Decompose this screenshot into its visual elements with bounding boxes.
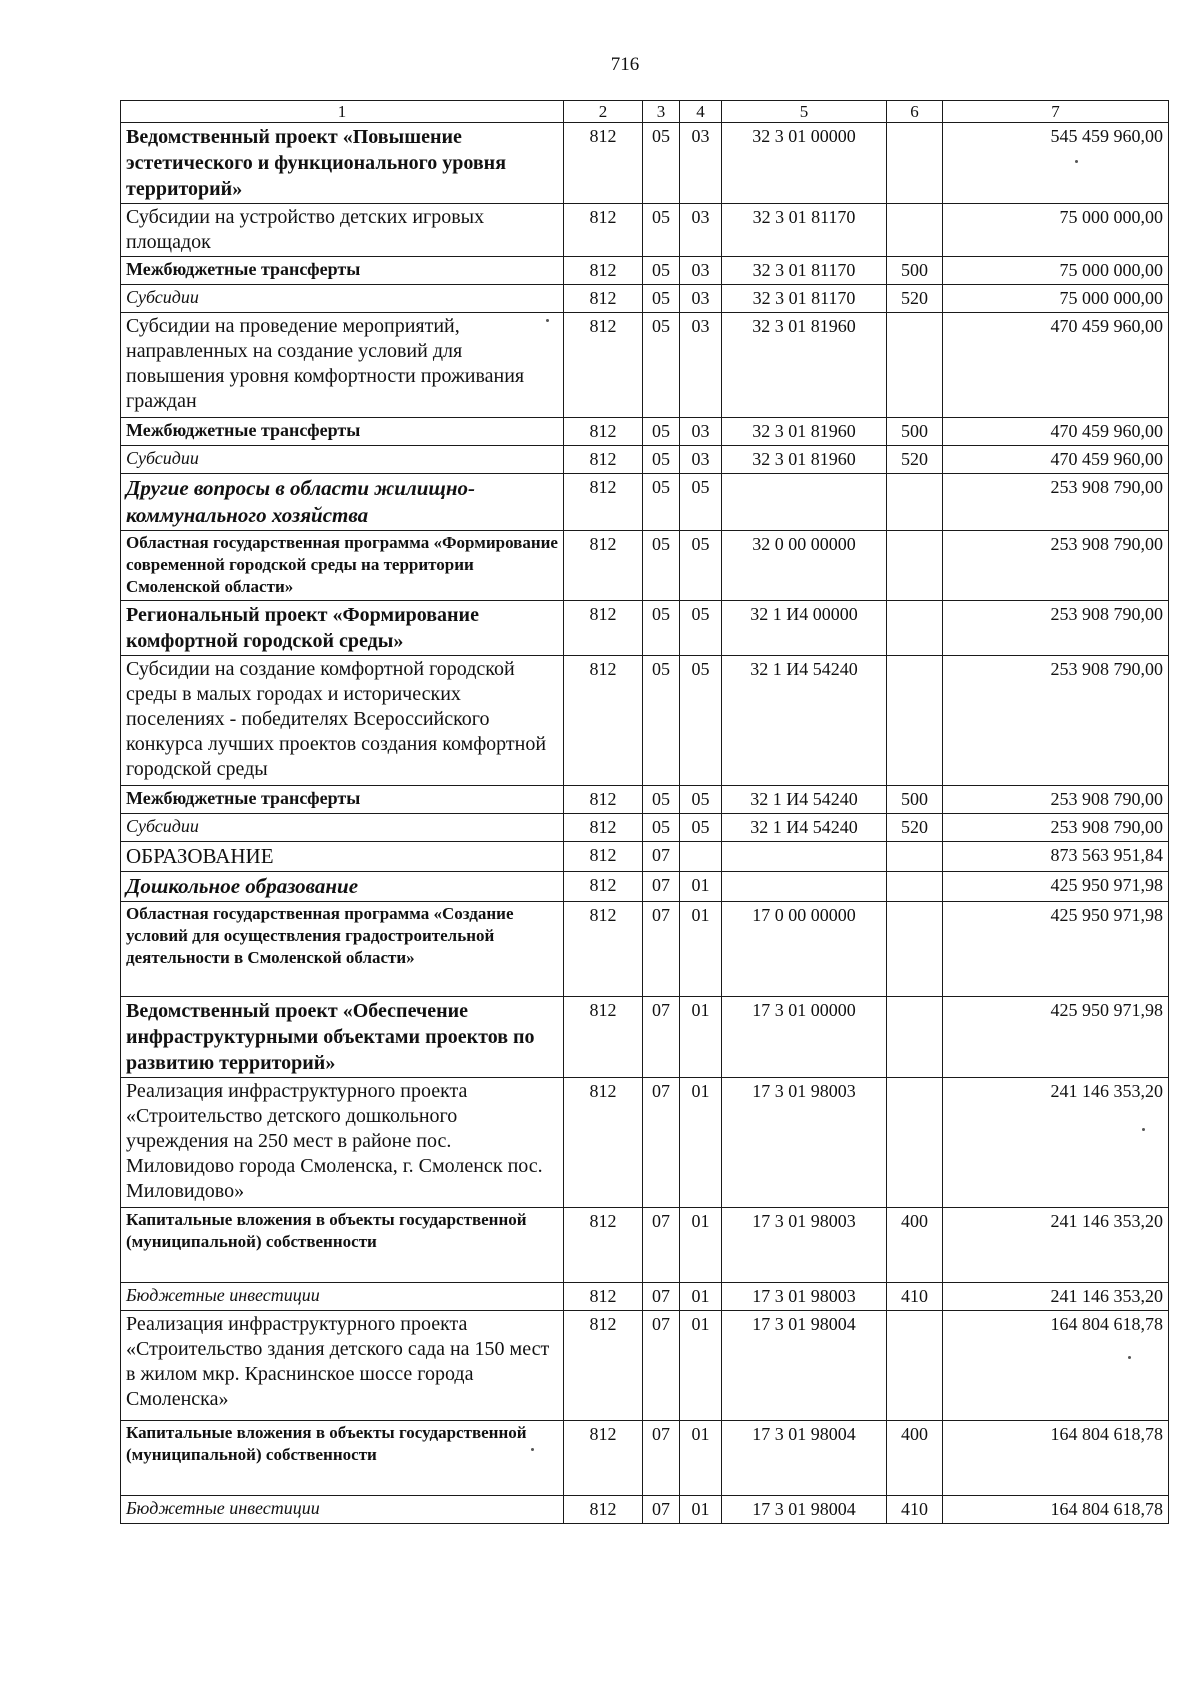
row-department-cell: 812 [564,1078,643,1208]
row-amount-cell: 253 908 790,00 [943,531,1169,601]
row-department-cell: 812 [564,1496,643,1524]
row-name-cell: ОБРАЗОВАНИЕ [121,842,564,872]
row-section-cell: 05 [643,531,680,601]
row-department-cell: 812 [564,313,643,418]
row-amount-cell: 164 804 618,78 [943,1311,1169,1421]
row-subsection-cell: 03 [680,285,722,313]
table-row [121,902,1169,997]
row-department-cell: 812 [564,123,643,204]
row-target-article-cell [722,474,887,531]
scan-speck [1128,1356,1131,1359]
row-department-cell: 812 [564,1311,643,1421]
row-department-cell: 812 [564,814,643,842]
row-subsection-cell: 01 [680,1078,722,1208]
row-expense-type-cell: 520 [887,446,943,474]
row-amount-cell: 241 146 353,20 [943,1078,1169,1208]
row-target-article-cell: 32 1 И4 54240 [722,814,887,842]
row-amount-cell: 425 950 971,98 [943,902,1169,997]
row-expense-type-cell: 520 [887,285,943,313]
row-amount-cell: 253 908 790,00 [943,786,1169,814]
row-amount-cell: 425 950 971,98 [943,872,1169,902]
row-department-cell: 812 [564,474,643,531]
scan-speck [546,319,549,322]
header-cell-1: 1 [121,101,564,123]
row-subsection-cell: 01 [680,1283,722,1311]
table-row [121,204,1169,257]
row-department-cell: 812 [564,601,643,656]
row-expense-type-cell: 500 [887,418,943,446]
row-expense-type-cell [887,123,943,204]
row-section-cell: 05 [643,123,680,204]
row-expense-type-cell [887,204,943,257]
row-subsection-cell: 05 [680,656,722,786]
row-target-article-cell: 32 3 01 81960 [722,418,887,446]
row-subsection-cell: 03 [680,418,722,446]
row-expense-type-cell [887,872,943,902]
row-expense-type-cell [887,842,943,872]
row-section-cell: 07 [643,872,680,902]
table-row [121,313,1169,418]
table-row [121,814,1169,842]
row-department-cell: 812 [564,1208,643,1283]
row-expense-type-cell [887,313,943,418]
row-section-cell: 07 [643,1421,680,1496]
row-department-cell: 812 [564,285,643,313]
row-section-cell: 07 [643,997,680,1078]
row-department-cell: 812 [564,257,643,285]
table-row [121,257,1169,285]
row-name-cell: Реализация инфраструктурного проекта «Строительство детского дошкольного учреждения на 250 мест в районе пос. Миловидово города Смоленска, г. Смоленск пос. Миловидово» [121,1078,564,1208]
row-name-cell: Субсидии на проведение мероприятий, направленных на создание условий для повышения уровня комфортности проживания граждан [121,313,564,418]
row-subsection-cell: 03 [680,204,722,257]
scan-speck [1142,1128,1145,1131]
row-department-cell: 812 [564,872,643,902]
row-subsection-cell: 05 [680,601,722,656]
row-section-cell: 05 [643,204,680,257]
row-subsection-cell: 01 [680,1421,722,1496]
table-row [121,1311,1169,1421]
row-name-cell: Субсидии [121,446,564,474]
row-amount-cell: 470 459 960,00 [943,446,1169,474]
row-department-cell: 812 [564,418,643,446]
row-subsection-cell: 03 [680,446,722,474]
row-name-cell: Областная государственная программа «Создание условий для осуществления градостроительной деятельности в Смоленской области» [121,902,564,997]
row-target-article-cell: 32 3 01 81170 [722,204,887,257]
table-header-row [121,101,1169,123]
row-target-article-cell: 32 3 01 81960 [722,313,887,418]
row-name-cell: Капитальные вложения в объекты государственной (муниципальной) собственности [121,1421,564,1496]
row-target-article-cell: 17 3 01 00000 [722,997,887,1078]
row-expense-type-cell: 410 [887,1283,943,1311]
row-section-cell: 07 [643,1311,680,1421]
row-amount-cell: 241 146 353,20 [943,1208,1169,1283]
table-row [121,786,1169,814]
row-section-cell: 05 [643,257,680,285]
scan-speck [531,1448,534,1451]
row-section-cell: 05 [643,601,680,656]
row-subsection-cell: 03 [680,123,722,204]
row-subsection-cell [680,842,722,872]
table-row [121,1283,1169,1311]
row-name-cell: Дошкольное образование [121,872,564,902]
row-expense-type-cell [887,997,943,1078]
row-amount-cell: 75 000 000,00 [943,257,1169,285]
table-row [121,842,1169,872]
table-row [121,285,1169,313]
row-subsection-cell: 01 [680,1496,722,1524]
table-body [121,101,1169,1524]
page-number: 716 [610,54,640,75]
row-subsection-cell: 05 [680,531,722,601]
row-amount-cell: 253 908 790,00 [943,656,1169,786]
row-subsection-cell: 03 [680,313,722,418]
row-expense-type-cell [887,656,943,786]
table-row [121,446,1169,474]
row-subsection-cell: 05 [680,814,722,842]
row-expense-type-cell [887,531,943,601]
row-name-cell: Реализация инфраструктурного проекта «Строительство здания детского сада на 150 мест в жилом мкр. Краснинское шоссе города Смоленска» [121,1311,564,1421]
row-name-cell: Субсидии на устройство детских игровых площадок [121,204,564,257]
budget-table [120,100,1169,1524]
row-section-cell: 05 [643,418,680,446]
row-section-cell: 07 [643,842,680,872]
row-subsection-cell: 05 [680,474,722,531]
table-row [121,123,1169,204]
row-amount-cell: 164 804 618,78 [943,1496,1169,1524]
row-name-cell: Областная государственная программа «Формирование современной городской среды на территории Смоленской области» [121,531,564,601]
header-cell-4: 4 [680,101,722,123]
table-row [121,656,1169,786]
row-target-article-cell: 32 3 01 00000 [722,123,887,204]
row-amount-cell: 75 000 000,00 [943,285,1169,313]
row-section-cell: 05 [643,656,680,786]
table-row [121,1496,1169,1524]
header-cell-5: 5 [722,101,887,123]
header-cell-6: 6 [887,101,943,123]
row-subsection-cell: 01 [680,872,722,902]
row-name-cell: Ведомственный проект «Повышение эстетического и функционального уровня территорий» [121,123,564,204]
table-row [121,872,1169,902]
scan-speck [1075,160,1078,163]
row-target-article-cell: 32 1 И4 54240 [722,656,887,786]
row-subsection-cell: 01 [680,902,722,997]
row-target-article-cell: 17 0 00 00000 [722,902,887,997]
row-amount-cell: 241 146 353,20 [943,1283,1169,1311]
row-amount-cell: 873 563 951,84 [943,842,1169,872]
row-department-cell: 812 [564,1421,643,1496]
row-target-article-cell: 32 3 01 81960 [722,446,887,474]
row-target-article-cell: 17 3 01 98004 [722,1421,887,1496]
row-amount-cell: 253 908 790,00 [943,601,1169,656]
row-name-cell: Бюджетные инвестиции [121,1496,564,1524]
row-section-cell: 05 [643,313,680,418]
header-cell-3: 3 [643,101,680,123]
row-target-article-cell: 32 0 00 00000 [722,531,887,601]
row-section-cell: 07 [643,1496,680,1524]
row-target-article-cell [722,872,887,902]
row-amount-cell: 253 908 790,00 [943,814,1169,842]
row-target-article-cell: 32 1 И4 54240 [722,786,887,814]
table-row [121,418,1169,446]
row-department-cell: 812 [564,204,643,257]
row-target-article-cell: 32 3 01 81170 [722,257,887,285]
table-row [121,601,1169,656]
row-section-cell: 05 [643,446,680,474]
row-department-cell: 812 [564,1283,643,1311]
table-row [121,997,1169,1078]
row-expense-type-cell [887,601,943,656]
row-amount-cell: 75 000 000,00 [943,204,1169,257]
row-name-cell: Ведомственный проект «Обеспечение инфраструктурными объектами проектов по развитию территорий» [121,997,564,1078]
table-row [121,1208,1169,1283]
row-department-cell: 812 [564,786,643,814]
table-row [121,1421,1169,1496]
row-expense-type-cell [887,1078,943,1208]
row-amount-cell: 164 804 618,78 [943,1421,1169,1496]
row-department-cell: 812 [564,842,643,872]
row-name-cell: Другие вопросы в области жилищно-коммунального хозяйства [121,474,564,531]
row-target-article-cell [722,842,887,872]
row-department-cell: 812 [564,656,643,786]
header-cell-7: 7 [943,101,1169,123]
row-section-cell: 05 [643,474,680,531]
row-expense-type-cell: 400 [887,1421,943,1496]
row-target-article-cell: 17 3 01 98003 [722,1208,887,1283]
row-expense-type-cell [887,1311,943,1421]
row-amount-cell: 253 908 790,00 [943,474,1169,531]
row-target-article-cell: 32 1 И4 00000 [722,601,887,656]
row-name-cell: Субсидии [121,814,564,842]
table-row [121,474,1169,531]
row-target-article-cell: 17 3 01 98003 [722,1078,887,1208]
row-section-cell: 05 [643,814,680,842]
row-section-cell: 07 [643,1208,680,1283]
row-subsection-cell: 01 [680,997,722,1078]
row-department-cell: 812 [564,446,643,474]
row-section-cell: 07 [643,1283,680,1311]
table-row [121,1078,1169,1208]
row-name-cell: Субсидии [121,285,564,313]
header-cell-2: 2 [564,101,643,123]
row-expense-type-cell [887,902,943,997]
row-name-cell: Капитальные вложения в объекты государственной (муниципальной) собственности [121,1208,564,1283]
row-section-cell: 07 [643,1078,680,1208]
row-department-cell: 812 [564,997,643,1078]
row-subsection-cell: 01 [680,1208,722,1283]
row-expense-type-cell: 500 [887,786,943,814]
row-section-cell: 05 [643,786,680,814]
row-subsection-cell: 03 [680,257,722,285]
row-name-cell: Межбюджетные трансферты [121,418,564,446]
row-section-cell: 05 [643,285,680,313]
row-expense-type-cell: 410 [887,1496,943,1524]
row-subsection-cell: 05 [680,786,722,814]
row-name-cell: Региональный проект «Формирование комфортной городской среды» [121,601,564,656]
row-expense-type-cell: 400 [887,1208,943,1283]
row-department-cell: 812 [564,531,643,601]
row-name-cell: Межбюджетные трансферты [121,257,564,285]
row-amount-cell: 470 459 960,00 [943,313,1169,418]
row-department-cell: 812 [564,902,643,997]
row-expense-type-cell: 520 [887,814,943,842]
row-expense-type-cell [887,474,943,531]
row-amount-cell: 470 459 960,00 [943,418,1169,446]
row-target-article-cell: 17 3 01 98003 [722,1283,887,1311]
row-section-cell: 07 [643,902,680,997]
row-amount-cell: 545 459 960,00 [943,123,1169,204]
row-target-article-cell: 17 3 01 98004 [722,1496,887,1524]
row-name-cell: Межбюджетные трансферты [121,786,564,814]
row-expense-type-cell: 500 [887,257,943,285]
row-target-article-cell: 17 3 01 98004 [722,1311,887,1421]
row-subsection-cell: 01 [680,1311,722,1421]
row-name-cell: Бюджетные инвестиции [121,1283,564,1311]
row-target-article-cell: 32 3 01 81170 [722,285,887,313]
row-name-cell: Субсидии на создание комфортной городской среды в малых городах и исторических поселениях - победителях Всероссийского конкурса лучших проектов создания комфортной городской среды [121,656,564,786]
row-amount-cell: 425 950 971,98 [943,997,1169,1078]
table-row [121,531,1169,601]
